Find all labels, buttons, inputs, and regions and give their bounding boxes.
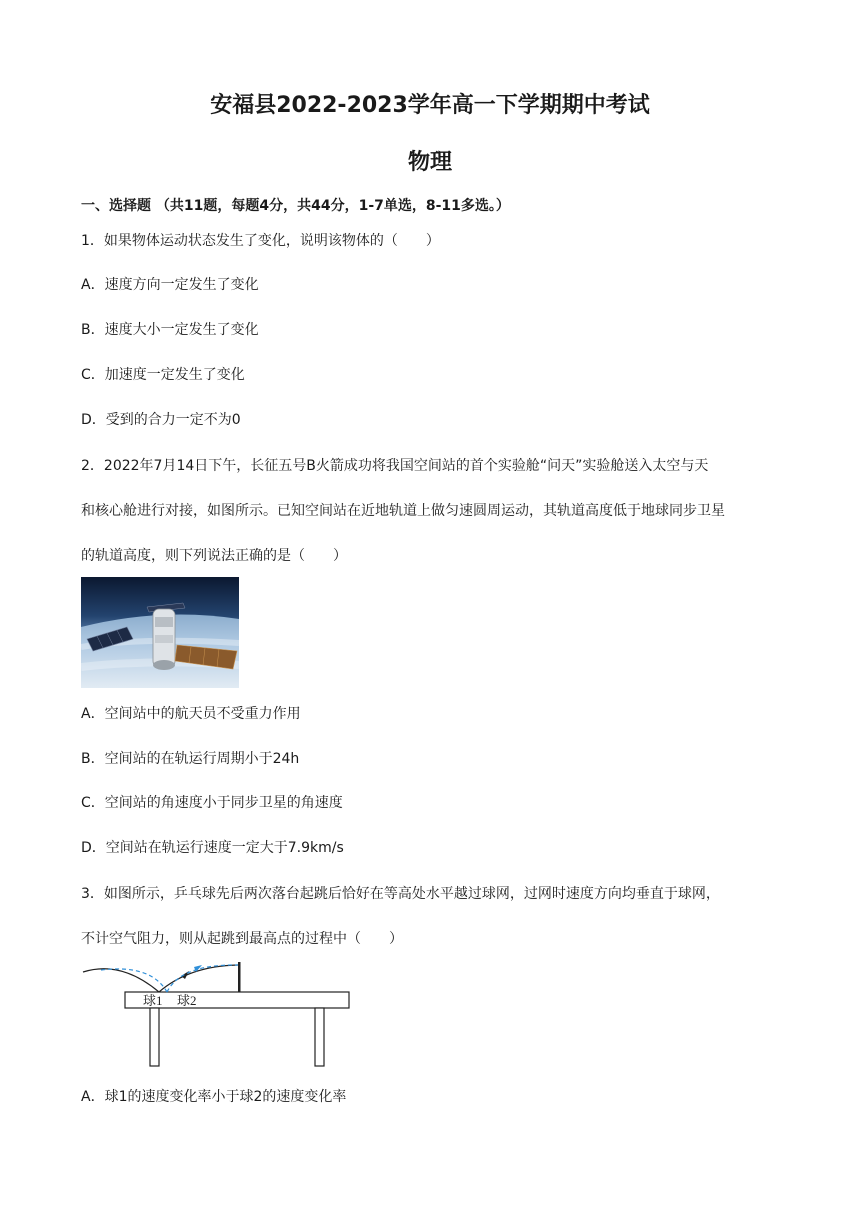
q2-option-d: D．空间站在轨运行速度一定大于7.9km/s bbox=[81, 840, 344, 856]
ball2-label: 球2 bbox=[177, 993, 197, 1008]
space-station-image bbox=[81, 577, 239, 688]
q2-option-b: B．空间站的在轨运行周期小于24h bbox=[81, 751, 300, 767]
table-leg-right bbox=[315, 1008, 324, 1066]
ball1-label: 球1 bbox=[143, 993, 163, 1008]
q1-stem: 1．如果物体运动状态发生了变化，说明该物体的（ ） bbox=[81, 233, 440, 249]
exam-subject: 物理 bbox=[407, 150, 452, 175]
q2-stem-line-2: 和核心舱进行对接，如图所示。已知空间站在近地轨道上做匀速圆周运动，其轨道高度低于地球同步卫星 bbox=[81, 503, 725, 519]
q1-option-d: D．受到的合力一定不为0 bbox=[81, 412, 241, 428]
q3-option-a: A．球1的速度变化率小于球2的速度变化率 bbox=[81, 1089, 347, 1105]
q2-option-a: A．空间站中的航天员不受重力作用 bbox=[81, 706, 301, 722]
q3-stem-line-1: 3．如图所示，乒乓球先后两次落台起跳后恰好在等高处水平越过球网，过网时速度方向均垂直于球网， bbox=[81, 886, 720, 902]
q3-stem-line-2: 不计空气阻力，则从起跳到最高点的过程中（ ） bbox=[81, 931, 403, 947]
q2-stem-line-1: 2．2022年7月14日下午，长征五号B火箭成功将我国空间站的首个实验舱“问天”实验舱送入太空与天 bbox=[81, 458, 709, 474]
table-leg-left bbox=[150, 1008, 159, 1066]
ball1-incoming-path bbox=[83, 969, 159, 992]
ping-pong-table-diagram bbox=[81, 962, 351, 1070]
q2-option-c: C．空间站的角速度小于同步卫星的角速度 bbox=[81, 795, 343, 811]
net bbox=[238, 962, 241, 992]
section-heading: 一、选择题 （共11题，每题4分，共44分，1-7单选，8-11多选。） bbox=[81, 198, 510, 214]
q1-option-b: B．速度大小一定发生了变化 bbox=[81, 322, 259, 338]
ball2-incoming-path bbox=[101, 969, 167, 992]
q1-option-a: A．速度方向一定发生了变化 bbox=[81, 277, 259, 293]
q2-stem-line-3: 的轨道高度，则下列说法正确的是（ ） bbox=[81, 548, 347, 564]
exam-title: 安福县2022-2023学年高一下学期期中考试 bbox=[210, 93, 650, 118]
q1-option-c: C．加速度一定发生了变化 bbox=[81, 367, 245, 383]
